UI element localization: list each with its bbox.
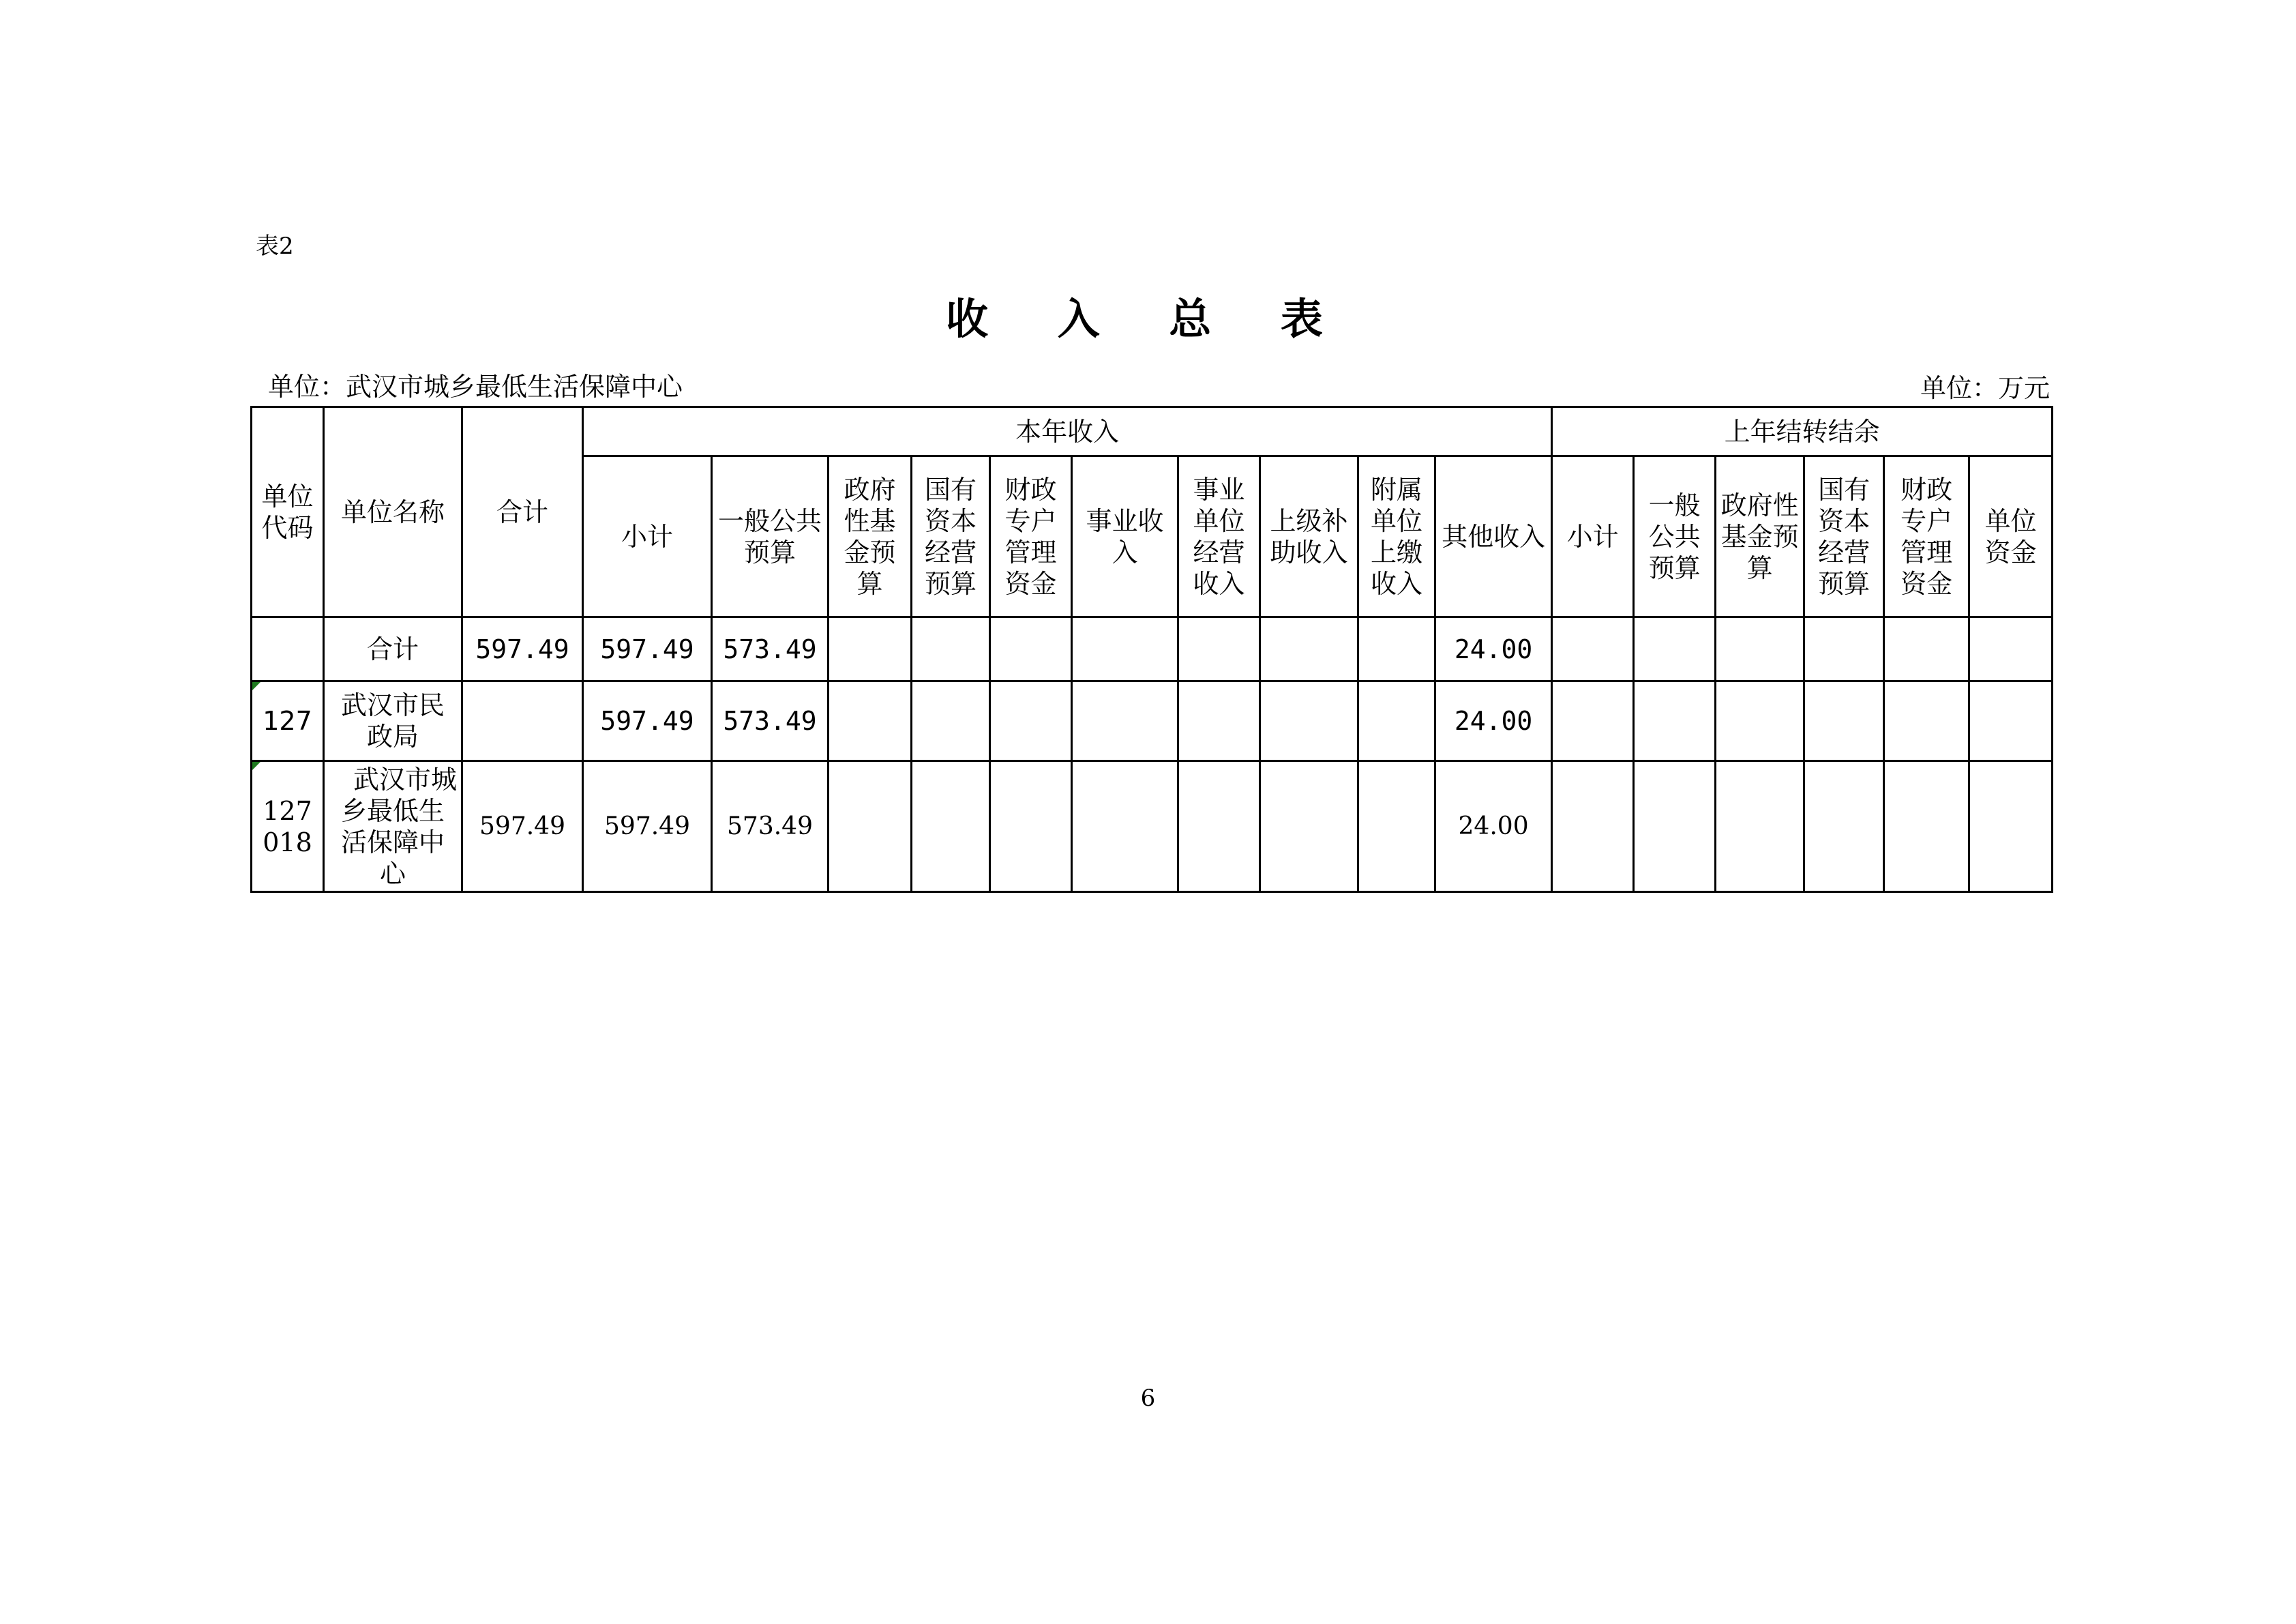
header-prev-fiscal-account: 财政专户管理资金 (1884, 456, 1969, 617)
row-cell (1178, 617, 1260, 681)
row-total (462, 681, 583, 761)
row-cell: 24.00 (1435, 617, 1552, 681)
row-total: 597.49 (462, 761, 583, 892)
header-unit-code: 单位代码 (252, 407, 324, 617)
row-cell (1884, 617, 1969, 681)
table-label: 表2 (256, 233, 294, 260)
row-cell: 573.49 (712, 681, 829, 761)
row-cell (990, 617, 1072, 681)
row-cell (1804, 617, 1884, 681)
row-name: 武汉市民政局 (324, 681, 462, 761)
header-cur-other-income: 其他收入 (1435, 456, 1552, 617)
row-cell (1072, 617, 1178, 681)
header-prev-state-capital: 国有资本经营预算 (1804, 456, 1884, 617)
row-cell (1884, 681, 1969, 761)
row-cell (1969, 681, 2053, 761)
row-cell (1552, 681, 1634, 761)
row-cell (1072, 761, 1178, 892)
row-cell (1178, 681, 1260, 761)
row-cell (1552, 617, 1634, 681)
row-cell: 573.49 (712, 617, 829, 681)
row-cell (1634, 761, 1716, 892)
header-cur-operating-income: 事业单位经营收入 (1178, 456, 1260, 617)
page-number: 6 (1140, 1385, 1156, 1412)
row-cell (1884, 761, 1969, 892)
row-cell (1634, 617, 1716, 681)
row-cell (1178, 761, 1260, 892)
row-cell (829, 681, 912, 761)
row-cell (829, 617, 912, 681)
row-cell (1260, 681, 1358, 761)
row-cell: 573.49 (712, 761, 829, 892)
row-cell (1804, 761, 1884, 892)
row-cell (912, 681, 990, 761)
row-cell (829, 761, 912, 892)
header-cur-fiscal-account: 财政专户管理资金 (990, 456, 1072, 617)
header-total: 合计 (462, 407, 583, 617)
row-cell (1358, 681, 1435, 761)
unit-organization: 单位：武汉市城乡最低生活保障中心 (268, 372, 683, 402)
row-cell (990, 761, 1072, 892)
header-cur-subtotal: 小计 (583, 456, 712, 617)
row-cell (1260, 761, 1358, 892)
row-code: 127 (263, 706, 312, 736)
row-cell (1969, 617, 2053, 681)
row-code-cell (252, 761, 324, 892)
table-row (252, 761, 2053, 892)
row-cell (1804, 681, 1884, 761)
cell-marker (252, 762, 260, 770)
row-code (252, 617, 324, 681)
row-total: 597.49 (462, 617, 583, 681)
row-name: 合计 (324, 617, 462, 681)
row-cell: 24.00 (1435, 761, 1552, 892)
row-cell (912, 617, 990, 681)
header-previous-year-carryover: 上年结转结余 (1552, 407, 2053, 456)
cell-marker (252, 682, 260, 690)
header-prev-unit-funds: 单位资金 (1969, 456, 2053, 617)
row-cell (1552, 761, 1634, 892)
header-prev-general-budget: 一般公共预算 (1634, 456, 1716, 617)
row-cell (1072, 681, 1178, 761)
header-current-year-income: 本年收入 (583, 407, 1552, 456)
header-cur-business-income: 事业收入 (1072, 456, 1178, 617)
row-cell: 597.49 (583, 681, 712, 761)
row-cell (1358, 761, 1435, 892)
header-row-groups (252, 407, 2053, 456)
row-cell (1716, 761, 1804, 892)
table-row (252, 681, 2053, 761)
row-cell (990, 681, 1072, 761)
row-cell (1358, 617, 1435, 681)
row-cell: 24.00 (1435, 681, 1552, 761)
header-unit-name: 单位名称 (324, 407, 462, 617)
row-cell (1716, 681, 1804, 761)
row-cell (912, 761, 990, 892)
row-cell: 597.49 (583, 617, 712, 681)
row-cell (1969, 761, 2053, 892)
income-summary-table (250, 406, 2053, 893)
header-cur-gov-fund: 政府性基金预算 (829, 456, 912, 617)
unit-currency: 单位：万元 (1920, 373, 2050, 403)
row-cell (1634, 681, 1716, 761)
header-prev-gov-fund: 政府性基金预算 (1716, 456, 1804, 617)
row-code-cell (252, 681, 324, 761)
header-cur-state-capital: 国有资本经营预算 (912, 456, 990, 617)
table-row (252, 617, 2053, 681)
page-title: 收 入 总 表 (946, 294, 1350, 344)
header-cur-general-budget: 一般公共预算 (712, 456, 829, 617)
row-cell (1716, 617, 1804, 681)
row-name: 武汉市城乡最低生活保障中心 (324, 761, 462, 892)
row-cell (1260, 617, 1358, 681)
header-cur-superior-subsidy: 上级补助收入 (1260, 456, 1358, 617)
header-prev-subtotal: 小计 (1552, 456, 1634, 617)
row-code: 127018 (263, 795, 312, 857)
row-cell: 597.49 (583, 761, 712, 892)
header-cur-affiliate-income: 附属单位上缴收入 (1358, 456, 1435, 617)
